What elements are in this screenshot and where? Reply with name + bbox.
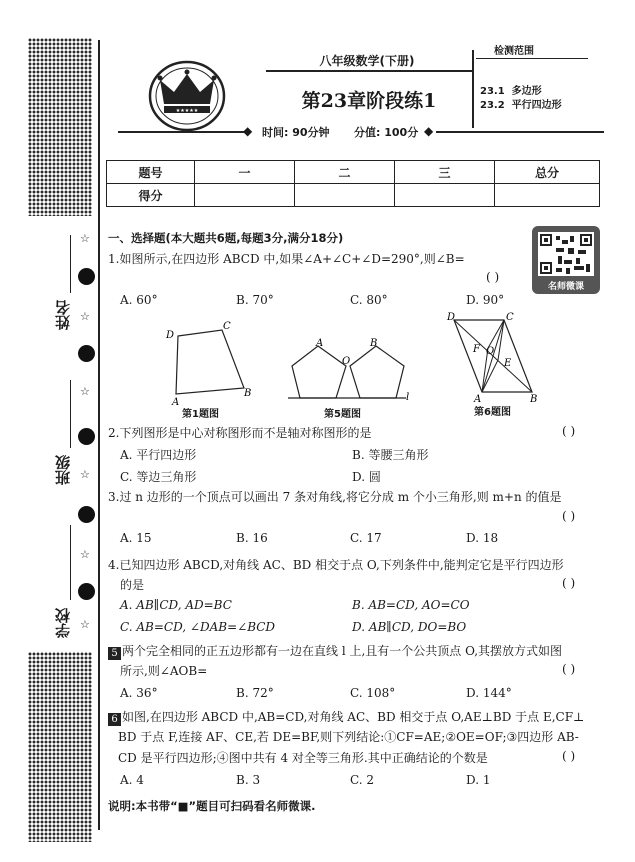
option[interactable]: A. 36° (120, 686, 158, 700)
question-number: 4. (108, 558, 120, 572)
binding-dot (78, 268, 95, 285)
score-cell[interactable] (495, 184, 600, 207)
time-label: 时间: 90分钟 (262, 126, 330, 139)
question-1 (108, 250, 465, 268)
option[interactable]: D. AB∥CD, DO=BO (352, 620, 467, 634)
fig5-label: B (370, 338, 378, 349)
question-5 (108, 642, 562, 660)
header-rule-left (118, 131, 246, 133)
figure-5 (288, 334, 414, 404)
fig1-label: B (244, 388, 252, 399)
scope-title: 检测范围 (494, 46, 534, 57)
question-4-cont: 的是 (120, 578, 145, 592)
binding-dot (78, 428, 95, 445)
section-title: 一、选择题(本大题共6题,每题3分,满分18分) (108, 231, 344, 245)
question-4 (108, 556, 564, 574)
table-cell: 题号 (107, 161, 195, 184)
fig5-label: O (342, 356, 351, 367)
table-row (107, 184, 600, 207)
side-pattern-top (28, 38, 92, 216)
answer-paren[interactable]: ( ) (562, 576, 576, 590)
table-cell: 一 (195, 161, 295, 184)
option[interactable]: A. 60° (120, 293, 158, 307)
fig1-label: C (223, 321, 231, 332)
margin-line (98, 40, 100, 830)
table-cell: 得分 (107, 184, 195, 207)
option[interactable]: C. AB=CD, ∠DAB=∠BCD (120, 620, 276, 634)
option[interactable]: C. 80° (350, 293, 388, 307)
question-6-cont: BD 于点 F,连接 AF、CE,若 DE=BF,则下列结论:①CF=AE;②OE=OF;③四边形 AB- (118, 730, 579, 744)
header-rule-right (436, 131, 604, 133)
star-icon: ☆ (80, 548, 90, 561)
option[interactable]: D. 1 (466, 773, 491, 787)
question-text: 下列图形是中心对称图形而不是轴对称图形的是 (119, 426, 372, 440)
option[interactable]: A. 15 (120, 531, 152, 545)
option[interactable]: A. AB∥CD, AD=BC (120, 598, 232, 612)
binding-dot (78, 345, 95, 362)
option[interactable]: B. 16 (236, 531, 268, 545)
score-cell[interactable] (295, 184, 395, 207)
question-number: 1. (108, 252, 120, 266)
fig6-label: E (504, 358, 512, 369)
table-cell: 二 (295, 161, 395, 184)
book-title: 八年级数学(下册) (319, 54, 415, 68)
question-number: 3. (108, 490, 120, 504)
question-text: 如图,在四边形 ABCD 中,AB=CD,对角线 AC、BD 相交于点 O,AE⊥BD 于点 E,CF⊥ (122, 710, 585, 724)
fig6-label: B (530, 394, 538, 405)
question-text: 已知四边形 ABCD,对角线 AC、BD 相交于点 O,下列条件中,能判定它是平行四边形 (119, 558, 564, 572)
score-cell[interactable] (395, 184, 495, 207)
question-3 (108, 488, 562, 506)
diamond-icon: ◆ (424, 124, 434, 138)
fig6-label: C (506, 312, 514, 323)
option[interactable]: B. 70° (236, 293, 274, 307)
fig1-label: A (172, 397, 180, 408)
table-cell: 总分 (495, 161, 600, 184)
question-text: 过 n 边形的一个顶点可以画出 7 条对角线,将它分成 m 个小三角形,则 m+n 的值是 (119, 490, 562, 504)
star-icon: ☆ (80, 310, 90, 323)
fig1-label: D (166, 330, 175, 341)
answer-paren[interactable]: ( ) (562, 749, 576, 763)
binding-dot (78, 583, 95, 600)
svg-text:★★★★★: ★★★★★ (175, 108, 199, 114)
option[interactable]: D. 圆 (352, 470, 381, 484)
scope-title-rule (476, 58, 588, 59)
question-2 (108, 424, 371, 442)
answer-paren[interactable]: ( ) (562, 662, 576, 676)
star-icon: ☆ (80, 232, 90, 245)
fig5-label: A (316, 338, 324, 349)
scope-item: 23.1 多边形 (480, 86, 542, 97)
option[interactable]: B. 等腰三角形 (352, 448, 429, 462)
option[interactable]: B. AB=CD, AO=CO (352, 598, 470, 612)
school-underline (70, 525, 71, 600)
option[interactable]: D. 90° (466, 293, 505, 307)
answer-paren[interactable]: ( ) (562, 509, 576, 523)
option[interactable]: C. 等边三角形 (120, 470, 197, 484)
fig6-label: D (447, 312, 456, 323)
option[interactable]: C. 108° (350, 686, 396, 700)
question-number: 2. (108, 426, 120, 440)
score-label: 分值: 100分 (354, 126, 419, 139)
fig5-label: l (406, 392, 410, 403)
figure-5-caption: 第5题图 (324, 409, 361, 420)
option[interactable]: D. 144° (466, 686, 512, 700)
chapter-title: 第23章阶段练1 (301, 90, 437, 112)
score-table (106, 160, 600, 207)
school-label: 学校 (54, 608, 72, 638)
star-icon: ☆ (80, 468, 90, 481)
figure-1 (160, 318, 270, 408)
option[interactable]: B. 3 (236, 773, 261, 787)
question-text: 如图所示,在四边形 ABCD 中,如果∠A+∠C+∠D=290°,则∠B= (119, 252, 465, 266)
side-pattern-bottom (28, 652, 92, 842)
question-number: 5 (108, 647, 121, 660)
fig6-label: A (474, 394, 482, 405)
qr-caption: 名师微课 (547, 282, 584, 292)
fig6-label: O (486, 346, 495, 357)
answer-paren[interactable]: ( ) (486, 270, 500, 284)
footer-note: 说明:本书带“■”题目可扫码看名师微课. (108, 799, 316, 813)
figure-6 (444, 310, 544, 406)
class-label: 班级 (54, 455, 72, 485)
question-number: 6 (108, 713, 121, 726)
option[interactable]: B. 72° (236, 686, 274, 700)
name-underline (70, 235, 71, 293)
fig6-label: F (473, 344, 480, 355)
table-row (107, 161, 600, 184)
option[interactable]: A. 平行四边形 (120, 448, 197, 462)
scope-divider (472, 50, 474, 128)
header-rule-top (266, 70, 472, 72)
star-icon: ☆ (80, 618, 90, 631)
scope-item: 23.2 平行四边形 (480, 100, 562, 111)
question-6-cont: CD 是平行四边形;④图中共有 4 对全等三角形.其中正确结论的个数是 (118, 751, 488, 765)
crown-logo (148, 60, 226, 132)
star-icon: ☆ (80, 385, 90, 398)
diamond-icon: ◆ (243, 124, 253, 138)
option[interactable]: C. 17 (350, 531, 382, 545)
name-label: 姓名 (54, 300, 72, 330)
question-text: 两个完全相同的正五边形都有一边在直线 l 上,且有一个公共顶点 O,其摆放方式如图 (122, 644, 563, 658)
question-6 (108, 708, 584, 726)
binding-dot (78, 506, 95, 523)
table-cell: 三 (395, 161, 495, 184)
option[interactable]: D. 18 (466, 531, 499, 545)
figure-6-caption: 第6题图 (474, 407, 511, 418)
answer-paren[interactable]: ( ) (562, 424, 576, 438)
question-5-cont: 所示,则∠AOB= (120, 664, 208, 678)
figure-1-caption: 第1题图 (182, 409, 219, 420)
option[interactable]: C. 2 (350, 773, 375, 787)
class-underline (70, 380, 71, 448)
option[interactable]: A. 4 (120, 773, 144, 787)
score-cell[interactable] (195, 184, 295, 207)
